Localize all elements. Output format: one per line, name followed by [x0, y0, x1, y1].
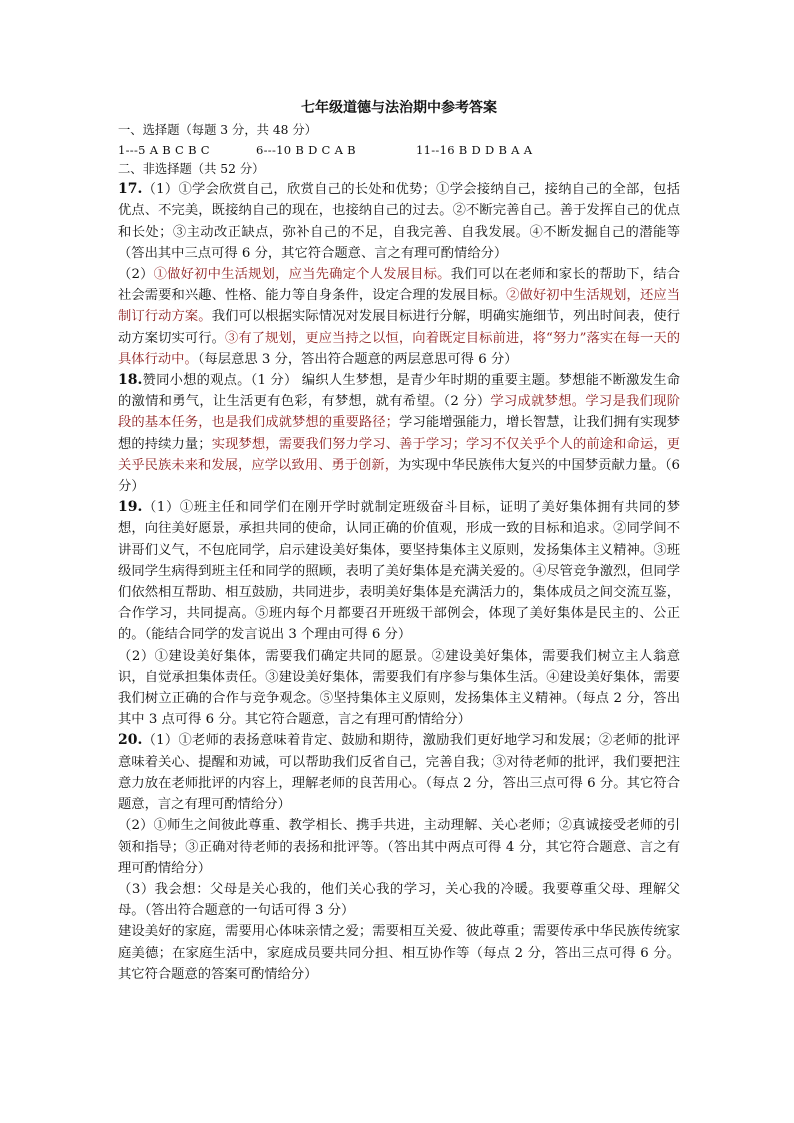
q19-number: 19. [118, 499, 143, 516]
answers-1-5: 1---5 A B C B C [118, 142, 210, 157]
q20-number: 20. [118, 732, 143, 749]
answers-11-16: 11--16 B D D B A A [416, 142, 533, 157]
section2-heading: 二、非选择题（共 52 分） [118, 161, 265, 176]
q17-number: 17. [118, 181, 143, 198]
q19-part1: 19.（1）①班主任和同学们在刚开学时就制定班级奋斗目标，证明了美好集体拥有共同的梦想，向往美好愿景，承担共同的使命，认同正确的价值观，形成一致的目标和追求。②同学间不讲哥们义气，不包庇同学，启示建设美好集体，要坚持集体主义原则，发扬集体主义精神。③班级同学生病得到班主任和同学的照顾，表明了美好集体是充满关爱的。④尽管竞争激烈，但同学们依然相互帮助、相互鼓励，共同进步，表明美好集体是充满活力的，集体成员之间交流互鉴，合作学习，共同提高。⑤班内每个月都要召开班级干部例会，体现了美好集体是民主的、公正的。（能结合同学的发言说出 3 个理由可得 6 分） [118, 499, 680, 643]
q20-part3: （3）我会想：父母是关心我的，他们关心我的学习，关心我的冷暖。我要尊重父母、理解父母。（答出符合题意的一句话可得 3 分） [118, 881, 680, 919]
answers-6-10: 6---10 B D C A B [256, 142, 356, 157]
q20-part1: 20.（1）①老师的表扬意味着肯定、鼓励和期待，激励我们更好地学习和发展；②老师的批评意味着关心、提醒和劝诫，可以帮助我们反省自己，完善自我；③对待老师的批评，我们要把注意力放在老师批评的内容上，理解老师的良苦用心。（每点 2 分，答出三点可得 6 分。其它符合题意，言之有理可酌情给分） [118, 732, 680, 813]
page-title: 七年级道德与法治期中参考答案 [301, 100, 497, 116]
q18-number: 18. [118, 372, 143, 389]
answer-sheet [118, 98, 680, 985]
choice-answers [118, 141, 680, 160]
section1-heading: 一、选择题（每题 3 分，共 48 分） [118, 123, 317, 138]
q19-part2: （2）①建设美好集体，需要我们确定共同的愿景。②建设美好集体，需要我们树立主人翁意识，自觉承担集体责任。③建设美好集体，需要我们有序参与集体生活。④建设美好集体，需要我们树立正确的合作与竞争观念。⑤坚持集体主义原则，发扬集体主义精神。（每点 2 分，答出其中 3 点可得 6 分。其它符合题意，言之有理可酌情给分） [118, 648, 680, 728]
q17-part1: 17.（1）①学会欣赏自己，欣赏自己的长处和优势；①学会接纳自己，接纳自己的全部，包括优点、不完美，既接纳自己的现在，也接纳自己的过去。②不断完善自己。善于发挥自己的优点和长处；③主动改正缺点，弥补自己的不足，自我完善、自我发展。④不断发掘自己的潜能等（答出其中三点可得 6 分，其它符合题意、言之有理可酌情给分） [118, 181, 680, 261]
q17-part2: （2）①做好初中生活规划，应当先确定个人发展目标。我们可以在老师和家长的帮助下，结合社会需要和兴趣、性格、能力等自身条件，设定合理的发展目标。②做好初中生活规划，还应当制订行动方案。我们可以根据实际情况对发展目标进行分解，明确实施细节，列出时间表，使行动方案切实可行。③有了规划，更应当持之以恒，向着既定目标前进，将“努力”落实在每一天的具体行动中。（每层意思 3 分，答出符合题意的两层意思可得 6 分） [118, 267, 681, 367]
q18-answer: 18.赞同小想的观点。（1 分） 编织人生梦想，是青少年时期的重要主题。梦想能不断激发生命的激情和勇气，让生活更有色彩，有梦想，就有希望。（2 分）学习成就梦想。学习是我们现阶段的基本任务，也是我们成就梦想的重要路径；学习能增强能力，增长智慧，让我们拥有实现梦想的持续力量；实现梦想，需要我们努力学习、善于学习；学习不仅关乎个人的前途和命运，更关乎民族未来和发展，应学以致用、勇于创新，为实现中华民族伟大复兴的中国梦贡献力量。（6 分） [118, 372, 681, 495]
q20-part2: （2）①师生之间彼此尊重、教学相长、携手共进，主动理解、关心老师；②真诚接受老师的引领和指导；③正确对待老师的表扬和批评等。（答出其中两点可得 4 分，其它符合题意、言之有理可酌情给分） [118, 818, 680, 876]
q20-part4: 建设美好的家庭，需要用心体味亲情之爱；需要相互关爱、彼此尊重；需要传承中华民族传统家庭美德；在家庭生活中，家庭成员要共同分担、相互协作等（每点 2 分，答出三点可得 6 分。其它符合题意的答案可酌情给分） [118, 924, 680, 982]
